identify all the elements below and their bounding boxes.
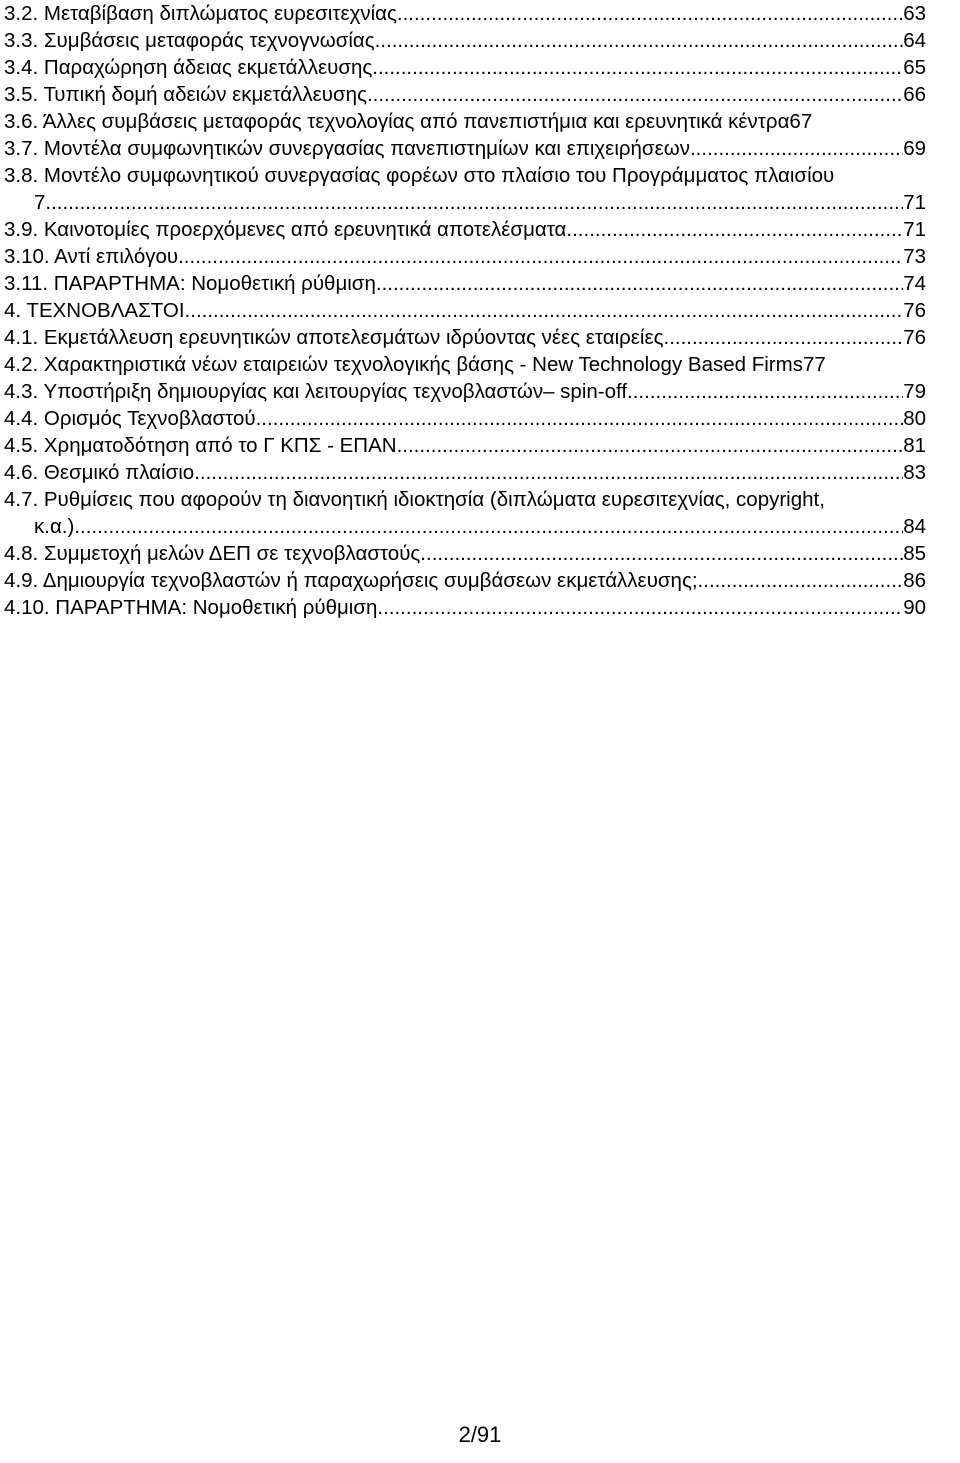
toc-entry-page: 86: [903, 569, 926, 592]
toc-entry-title: 3.7. Μοντέλα συμφωνητικών συνεργασίας πανεπιστημίων και επιχειρήσεων: [4, 137, 690, 160]
toc-entry-page: 81: [903, 434, 926, 457]
toc-dot-leader: [664, 324, 904, 351]
toc-entry-page: 83: [903, 461, 926, 484]
table-of-contents: [4, 0, 926, 621]
toc-entry[interactable]: [4, 135, 926, 162]
toc-entry-title: 3.4. Παραχώρηση άδειας εκμετάλλευσης: [4, 56, 373, 79]
toc-entry[interactable]: [4, 432, 926, 459]
toc-entry-page: 76: [903, 326, 926, 349]
toc-entry[interactable]: [4, 162, 926, 189]
toc-dot-leader: [397, 432, 904, 459]
toc-dot-leader: [690, 135, 903, 162]
toc-entry-page: 90: [903, 596, 926, 619]
toc-entry-page: 64: [903, 29, 926, 52]
toc-entry[interactable]: [4, 513, 926, 540]
toc-dot-leader: [572, 216, 903, 243]
toc-dot-leader: [376, 270, 903, 297]
toc-entry-title: 3.6. Άλλες συμβάσεις μεταφοράς τεχνολογίας από πανεπιστήμια και ερευνητικά κέντρα: [4, 110, 790, 133]
toc-entry[interactable]: [4, 81, 926, 108]
toc-entry-page: 65: [903, 56, 926, 79]
toc-entry-page: 73: [903, 245, 926, 268]
toc-dot-leader: [185, 297, 904, 324]
toc-dot-leader: [403, 0, 904, 27]
toc-entry[interactable]: [4, 351, 926, 378]
toc-entry[interactable]: [4, 189, 926, 216]
toc-entry-page: 67: [789, 110, 813, 133]
toc-dot-leader: [377, 594, 903, 621]
toc-entry[interactable]: [4, 567, 926, 594]
toc-entry[interactable]: [4, 270, 926, 297]
toc-entry-page: 69: [903, 137, 926, 160]
toc-entry-title: 3.8. Μοντέλο συμφωνητικού συνεργασίας φορέων στο πλαίσιο του Προγράμματος πλαισίου: [4, 164, 835, 187]
toc-entry-title: 3.10. Αντί επιλόγου: [4, 245, 179, 268]
toc-entry-title: 4.9. Δημιουργία τεχνοβλαστών ή παραχωρήσεις συμβάσεων εκμετάλλευσης;: [4, 569, 698, 592]
toc-dot-leader: [627, 378, 903, 405]
toc-entry-title: 4.2. Χαρακτηριστικά νέων εταιρειών τεχνολογικής βάσης - New Technology Based Firms: [4, 353, 803, 376]
toc-entry[interactable]: [4, 486, 926, 513]
toc-entry[interactable]: [4, 540, 926, 567]
toc-dot-leader: [698, 567, 904, 594]
toc-entry-page: 77: [802, 353, 826, 376]
toc-entry-page: 63: [903, 2, 926, 25]
toc-entry-title: 4.3. Υποστήριξη δημιουργίας και λειτουργίας τεχνοβλαστών– spin-off: [4, 380, 628, 403]
toc-entry[interactable]: [4, 54, 926, 81]
toc-entry[interactable]: [4, 27, 926, 54]
toc-entry[interactable]: [4, 459, 926, 486]
toc-entry-page: 76: [903, 299, 926, 322]
toc-entry-title: 3.2. Μεταβίβαση διπλώματος ευρεσιτεχνίας.: [4, 2, 403, 25]
toc-entry[interactable]: [4, 594, 926, 621]
toc-entry[interactable]: [4, 378, 926, 405]
toc-entry-title: 4. ΤΕΧΝΟΒΛΑΣΤΟΙ: [4, 299, 185, 322]
toc-dot-leader: [194, 459, 903, 486]
toc-entry[interactable]: [4, 405, 926, 432]
toc-entry-title: 4.5. Χρηματοδότηση από το Γ ΚΠΣ - ΕΠΑΝ: [4, 434, 397, 457]
page-number: 2/91: [458, 1422, 502, 1447]
toc-entry[interactable]: [4, 297, 926, 324]
toc-entry-page: 84: [903, 515, 926, 538]
toc-entry-title: κ.α.): [34, 515, 75, 538]
toc-entry-title: 4.7. Ρυθμίσεις που αφορούν τη διανοητική ιδιοκτησία (διπλώματα ευρεσιτεχνίας, copyright,: [4, 488, 825, 511]
toc-entry-page: 66: [903, 83, 926, 106]
toc-dot-leader: [420, 540, 903, 567]
toc-entry-title: 4.4. Ορισμός Τεχνοβλαστού: [4, 407, 256, 430]
toc-entry-page: 71: [903, 218, 926, 241]
toc-entry-title: 4.8. Συμμετοχή μελών ΔΕΠ σε τεχνοβλαστούς: [4, 542, 421, 565]
toc-entry[interactable]: [4, 108, 926, 135]
toc-entry[interactable]: [4, 216, 926, 243]
toc-entry-title: 3.5. Τυπική δομή αδειών εκμετάλλευσης: [4, 83, 367, 106]
toc-dot-leader: [51, 189, 903, 216]
toc-entry-title: 3.9. Καινοτομίες προερχόμενες από ερευνητικά αποτελέσματα.: [4, 218, 573, 241]
toc-entry-title: 4.1. Εκμετάλλευση ερευνητικών αποτελεσμάτων ιδρύοντας νέες εταιρείες: [4, 326, 664, 349]
toc-entry[interactable]: [4, 0, 926, 27]
toc-entry-page: 74: [903, 272, 926, 295]
toc-entry-title: 3.11. ΠΑΡΑΡΤΗΜΑ: Νομοθετική ρύθμιση: [4, 272, 376, 295]
toc-dot-leader: [74, 513, 903, 540]
toc-entry-page: 80: [903, 407, 926, 430]
toc-dot-leader: [375, 27, 904, 54]
toc-entry-title: 3.3. Συμβάσεις μεταφοράς τεχνογνωσίας: [4, 29, 375, 52]
toc-entry-page: 85: [903, 542, 926, 565]
toc-dot-leader: [372, 54, 903, 81]
toc-dot-leader: [178, 243, 903, 270]
toc-entry-title: 7.: [34, 191, 52, 214]
toc-entry-page: 71: [903, 191, 926, 214]
toc-entry[interactable]: [4, 324, 926, 351]
toc-entry-title: 4.6. Θεσμικό πλαίσιο: [4, 461, 195, 484]
toc-dot-leader: [256, 405, 904, 432]
toc-entry-title: 4.10. ΠΑΡΑΡΤΗΜΑ: Νομοθετική ρύθμιση: [4, 596, 378, 619]
toc-dot-leader: [367, 81, 903, 108]
toc-entry[interactable]: [4, 243, 926, 270]
toc-entry-page: 79: [903, 380, 926, 403]
